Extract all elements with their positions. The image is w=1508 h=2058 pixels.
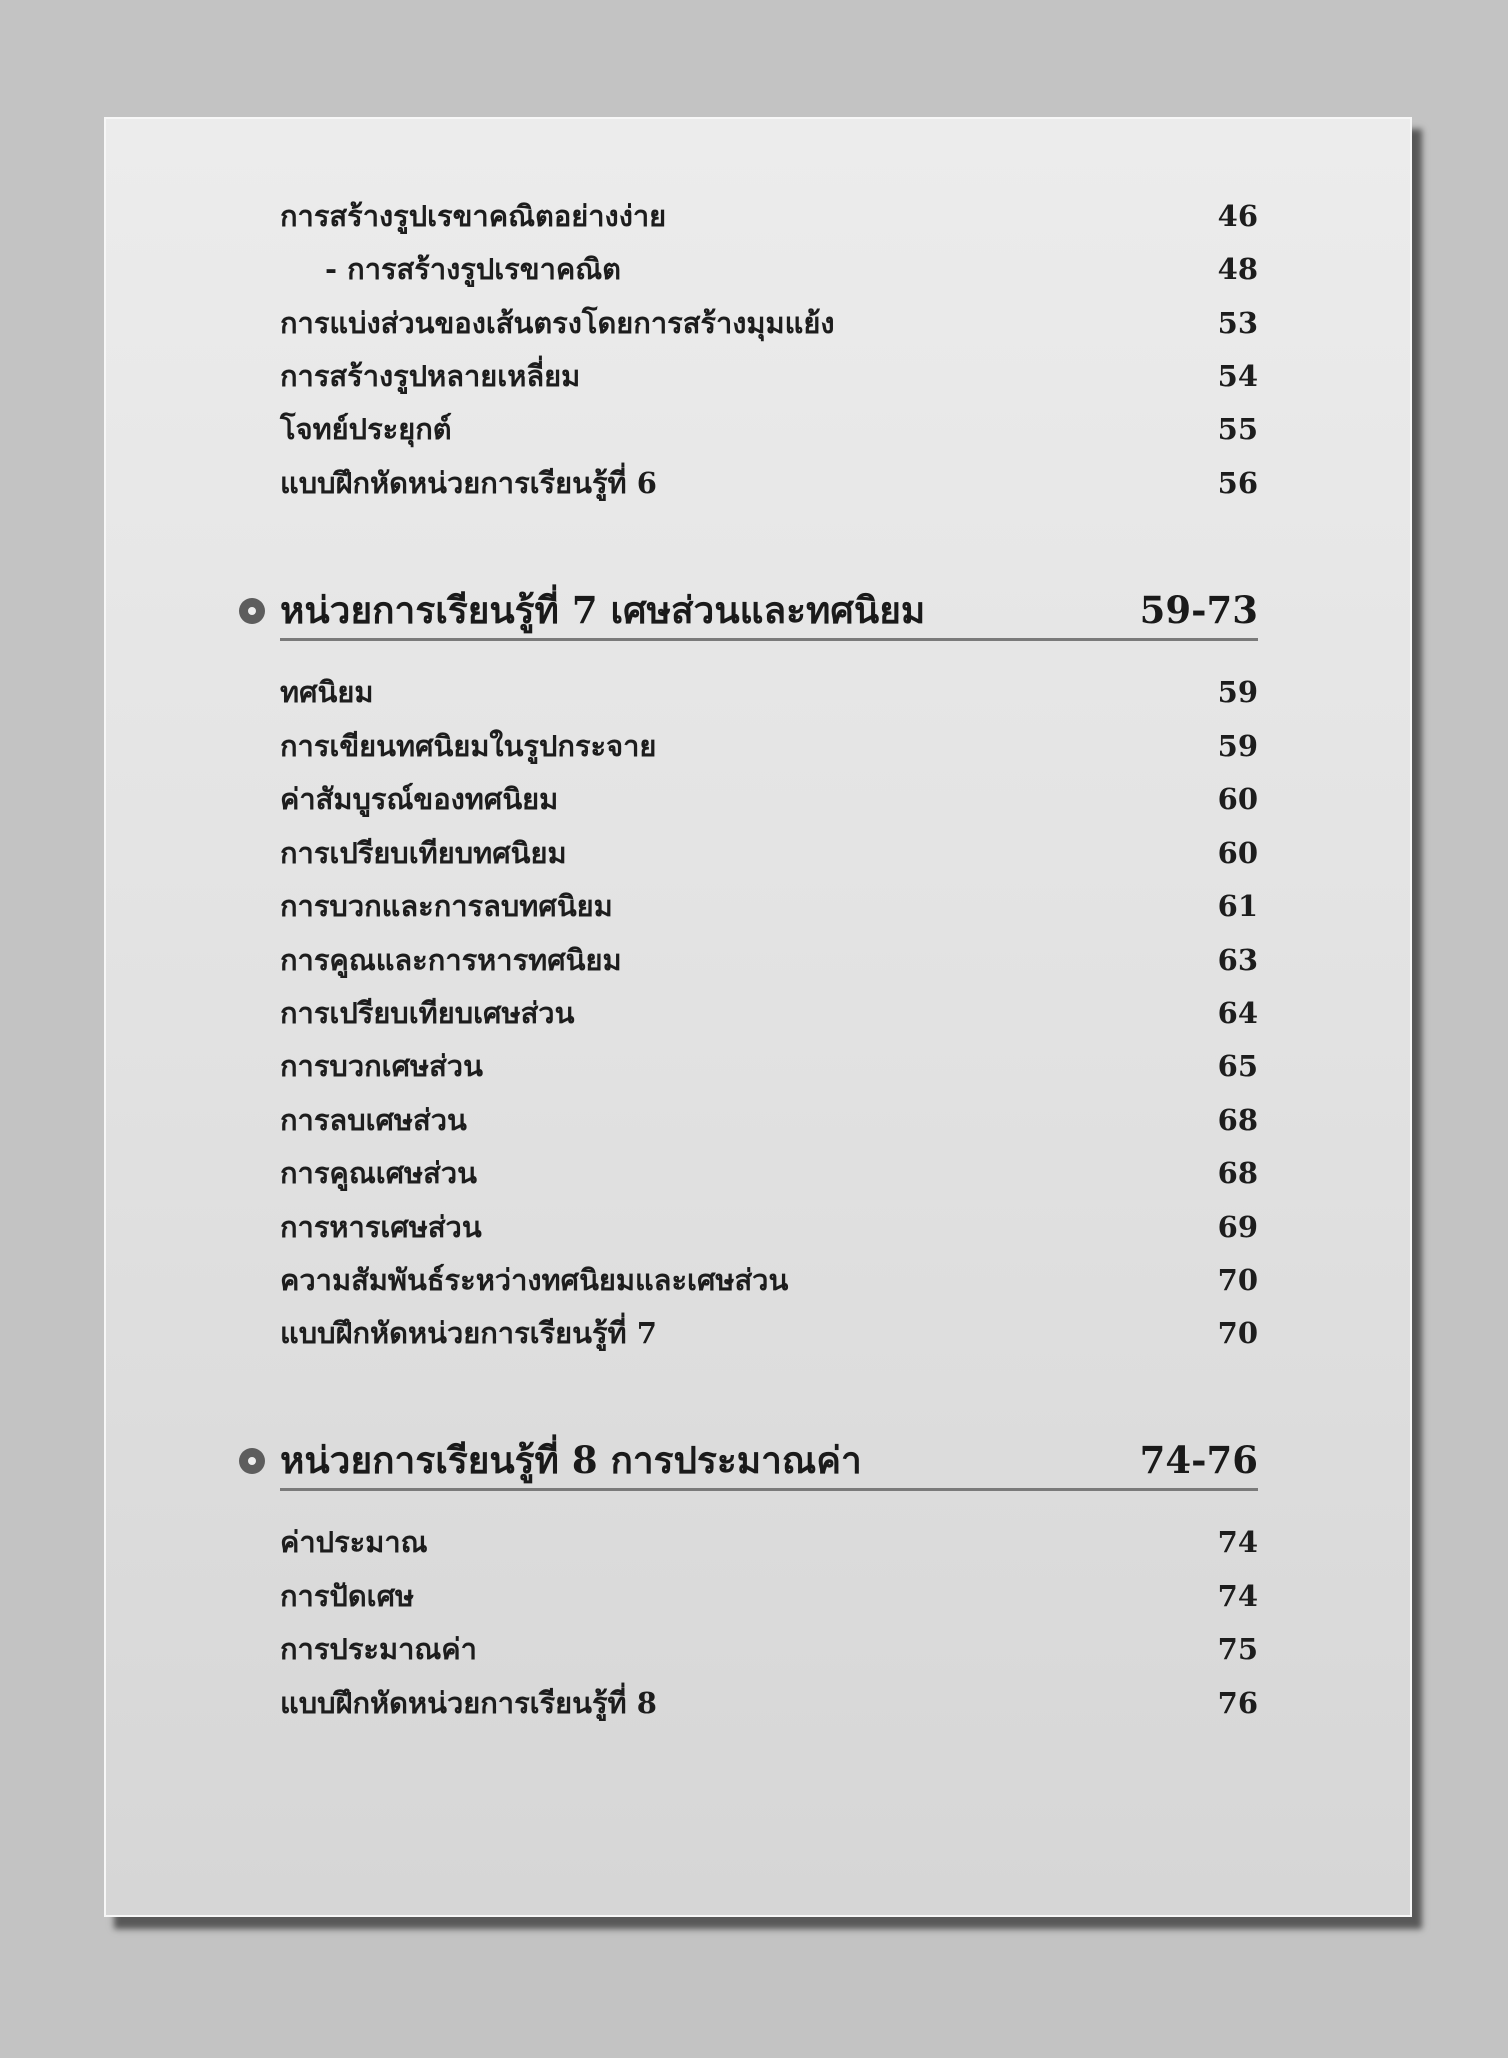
toc-entry-page: 59 <box>1217 729 1258 763</box>
toc-entry-label: การสร้างรูปเรขาคณิตอย่างง่าย <box>280 199 667 233</box>
toc-entry-page: 54 <box>1217 359 1258 393</box>
toc-entry-label: การคูณเศษส่วน <box>280 1156 477 1190</box>
toc-entry <box>280 726 1258 766</box>
toc-entry-page: 61 <box>1217 889 1258 923</box>
toc-entry-page: 64 <box>1217 996 1258 1030</box>
toc-entry <box>280 1046 1258 1086</box>
toc-entry <box>280 1576 1258 1616</box>
toc-entry-label: การลบเศษส่วน <box>280 1103 467 1137</box>
toc-entry <box>280 833 1258 873</box>
heading-underline <box>280 638 1258 641</box>
toc-entry <box>280 196 1258 236</box>
toc-entry <box>280 1100 1258 1140</box>
toc-entry-page: 65 <box>1217 1049 1258 1083</box>
unit-page-range: 74-76 <box>1139 1438 1258 1482</box>
toc-entry-page: 60 <box>1217 836 1258 870</box>
toc-entry <box>280 463 1258 503</box>
toc-entry-page: 56 <box>1217 466 1258 500</box>
toc-entry <box>280 303 1258 343</box>
toc-entry-label: ความสัมพันธ์ระหว่างทศนิยมและเศษส่วน <box>280 1263 789 1297</box>
unit-page-range: 59-73 <box>1139 588 1258 632</box>
unit-7-heading <box>233 582 1258 642</box>
unit-8-heading <box>233 1432 1258 1492</box>
toc-entry-page: 59 <box>1217 675 1258 709</box>
toc-entry-label: การบวกและการลบทศนิยม <box>280 889 613 923</box>
toc-entry <box>280 886 1258 926</box>
toc-entry <box>280 1153 1258 1193</box>
toc-entry <box>280 409 1258 449</box>
toc-entry-page: 76 <box>1217 1686 1258 1720</box>
toc-entry <box>280 1522 1258 1562</box>
toc-entry-label: แบบฝึกหัดหน่วยการเรียนรู้ที่ 6 <box>280 466 657 500</box>
toc-entry-label: การคูณและการหารทศนิยม <box>280 943 622 977</box>
toc-entry-label: การบวกเศษส่วน <box>280 1049 483 1083</box>
toc-entry-label: ทศนิยม <box>280 675 374 709</box>
toc-entry-page: 70 <box>1217 1263 1258 1297</box>
toc-entry <box>280 1260 1258 1300</box>
toc-entry-page: 55 <box>1217 412 1258 446</box>
toc-entry <box>280 779 1258 819</box>
heading-underline <box>280 1488 1258 1491</box>
toc-entry-page: 75 <box>1217 1632 1258 1666</box>
toc-entry-label: การเขียนทศนิยมในรูปกระจาย <box>280 729 657 763</box>
toc-entry-page: 63 <box>1217 943 1258 977</box>
toc-entry-page: 48 <box>1217 252 1258 286</box>
toc-entry-label: แบบฝึกหัดหน่วยการเรียนรู้ที่ 8 <box>280 1686 657 1720</box>
toc-subentry <box>280 249 1258 289</box>
toc-entry <box>280 672 1258 712</box>
toc-entry-page: 69 <box>1217 1210 1258 1244</box>
toc-entry-label: การเปรียบเทียบเศษส่วน <box>280 996 575 1030</box>
unit-title: หน่วยการเรียนรู้ที่ 7 เศษส่วนและทศนิยม <box>280 588 926 632</box>
toc-entry-page: 60 <box>1217 782 1258 816</box>
unit-title: หน่วยการเรียนรู้ที่ 8 การประมาณค่า <box>280 1438 862 1482</box>
toc-entry-page: 68 <box>1217 1103 1258 1137</box>
toc-entry-page: 74 <box>1217 1579 1258 1613</box>
bullet-icon <box>239 598 265 624</box>
bullet-icon <box>239 1448 265 1474</box>
toc-entry-label: โจทย์ประยุกต์ <box>280 412 452 446</box>
toc-entry-label: การเปรียบเทียบทศนิยม <box>280 836 567 870</box>
toc-entry-label: - การสร้างรูปเรขาคณิต <box>325 252 621 286</box>
toc-entry <box>280 1313 1258 1353</box>
toc-entry <box>280 993 1258 1033</box>
toc-entry-page: 46 <box>1217 199 1258 233</box>
toc-entry-page: 68 <box>1217 1156 1258 1190</box>
toc-entry <box>280 1683 1258 1723</box>
toc-entry-label: การแบ่งส่วนของเส้นตรงโดยการสร้างมุมแย้ง <box>280 306 835 340</box>
toc-entry-label: การประมาณค่า <box>280 1632 477 1666</box>
toc-entry-label: การสร้างรูปหลายเหลี่ยม <box>280 359 581 393</box>
toc-entry <box>280 940 1258 980</box>
toc-entry <box>280 1629 1258 1669</box>
toc-entry-label: การปัดเศษ <box>280 1579 415 1613</box>
toc-entry-label: การหารเศษส่วน <box>280 1210 482 1244</box>
toc-entry-page: 53 <box>1217 306 1258 340</box>
toc-entry <box>280 1207 1258 1247</box>
toc-entry-page: 70 <box>1217 1316 1258 1350</box>
toc-entry-label: ค่าประมาณ <box>280 1525 428 1559</box>
toc-entry-label: ค่าสัมบูรณ์ของทศนิยม <box>280 782 559 816</box>
toc-entry-label: แบบฝึกหัดหน่วยการเรียนรู้ที่ 7 <box>280 1316 657 1350</box>
toc-entry <box>280 356 1258 396</box>
toc-entry-page: 74 <box>1217 1525 1258 1559</box>
